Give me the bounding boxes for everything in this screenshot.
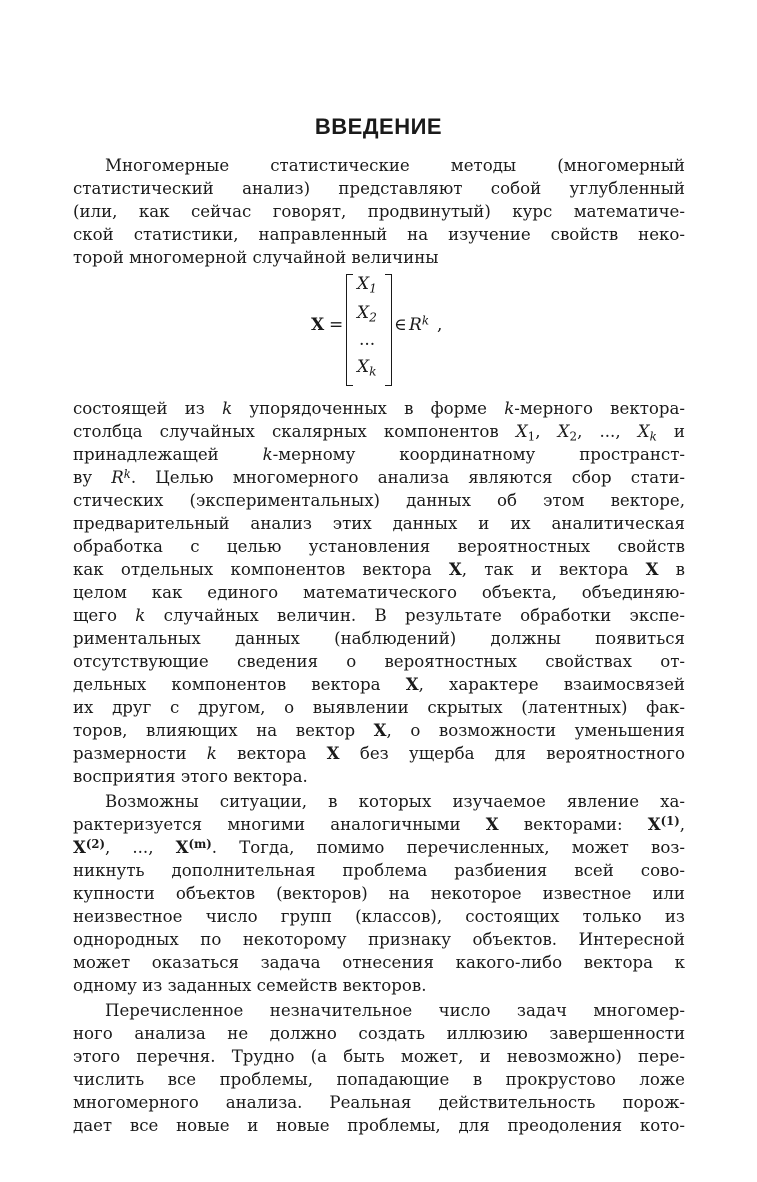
text-line: дает все новые и новые проблемы, для преодоления кото- [73, 1116, 685, 1135]
formula-lhs: X [311, 315, 325, 335]
text-line: Возможны ситуации, в которых изучаемое явление ха- [105, 792, 685, 811]
text-line: никнуть дополнительная проблема разбиения всей сово- [73, 861, 685, 880]
text-line: отсутствующие сведения о вероятностных свойствах от- [73, 652, 685, 671]
text-line: ской статистики, направленный на изучение свойств неко- [73, 225, 685, 244]
text-line: дельных компонентов вектора X, характере взаимосвязей [73, 674, 685, 694]
vector-entry: $X_2$ [357, 303, 377, 325]
text-line: принадлежащей k-мерному координатному пространст- [73, 445, 685, 464]
text-line: Перечисленное незначительное число задач многомер- [105, 1001, 685, 1020]
text-line: риментальных данных (наблюдений) должны появиться [73, 629, 685, 648]
text-line: Многомерные статистические методы (многомерный [105, 156, 685, 175]
text-line: неизвестное число групп (классов), состоящих только из [73, 907, 685, 926]
text-line: предварительный анализ этих данных и их аналитическая [73, 514, 685, 533]
text-line: многомерного анализа. Реальная действительность порож- [73, 1093, 685, 1112]
text-line: ву $R^k$. Целью многомерного анализа являются сбор стати- [73, 466, 685, 487]
formula-element-of: ∈ [394, 315, 407, 335]
text-line: ного анализа не должно создать иллюзию завершенности [73, 1024, 685, 1043]
text-line: торой многомерной случайной величины [73, 248, 439, 267]
vector-entry: $X_k$ [357, 357, 377, 379]
formula-comma: , [437, 315, 443, 335]
text-line: размерности k вектора X без ущерба для вероятностного [73, 743, 685, 763]
text-line: столбца случайных скалярных компонентов $X_1$, $X_2$, ..., $X_k$ и [73, 422, 685, 444]
vector-formula [0, 270, 757, 390]
text-line: однородных по некоторому признаку объектов. Интересной [73, 930, 685, 949]
text-line: торов, влияющих на вектор X, о возможности уменьшения [73, 720, 685, 740]
text-line: рактеризуется многими аналогичными X векторами: $X^{(1)}$, [73, 813, 686, 834]
text-line: (или, как сейчас говорят, продвинутый) курс математиче- [73, 202, 685, 221]
text-line: статистический анализ) представляют собой углубленный [73, 179, 685, 198]
text-line: может оказаться задача отнесения какого-либо вектора к [73, 953, 685, 972]
text-line: щего k случайных величин. В результате обработки экспе- [73, 606, 685, 625]
text-line: одному из заданных семейств векторов. [73, 976, 427, 995]
left-bracket [346, 274, 353, 386]
text-line: целом как единого математического объекта, объединяю- [73, 583, 685, 602]
text-line: как отдельных компонентов вектора X, так и вектора X в [73, 559, 685, 579]
chapter-title: ВВЕДЕНИЕ [314, 114, 443, 139]
text-line: обработка с целью установления вероятностных свойств [73, 537, 685, 556]
text-line: купности объектов (векторов) на некоторое известное или [73, 884, 685, 903]
right-bracket [385, 274, 392, 386]
text-line: восприятия этого вектора. [73, 767, 308, 786]
text-line: числить все проблемы, попадающие в прокрустово ложе [73, 1070, 685, 1089]
text-line: $X^{(2)}$, ..., $X^{(m)}$. Тогда, помимо перечисленных, может воз- [73, 836, 685, 857]
text-line: состоящей из k упорядоченных в форме k-мерного вектора- [73, 399, 686, 418]
text-line: этого перечня. Трудно (а быть может, и невозможно) пере- [73, 1047, 685, 1066]
vector-entry-ellipsis: ... [359, 330, 376, 350]
formula-space: $R^k$ [409, 313, 430, 335]
vector-entry: $X_1$ [357, 274, 377, 296]
text-line: их друг с другом, о выявлении скрытых (латентных) фак- [73, 698, 685, 717]
formula-equals: = [329, 315, 344, 335]
text-line: стических (экспериментальных) данных об этом векторе, [73, 491, 685, 510]
